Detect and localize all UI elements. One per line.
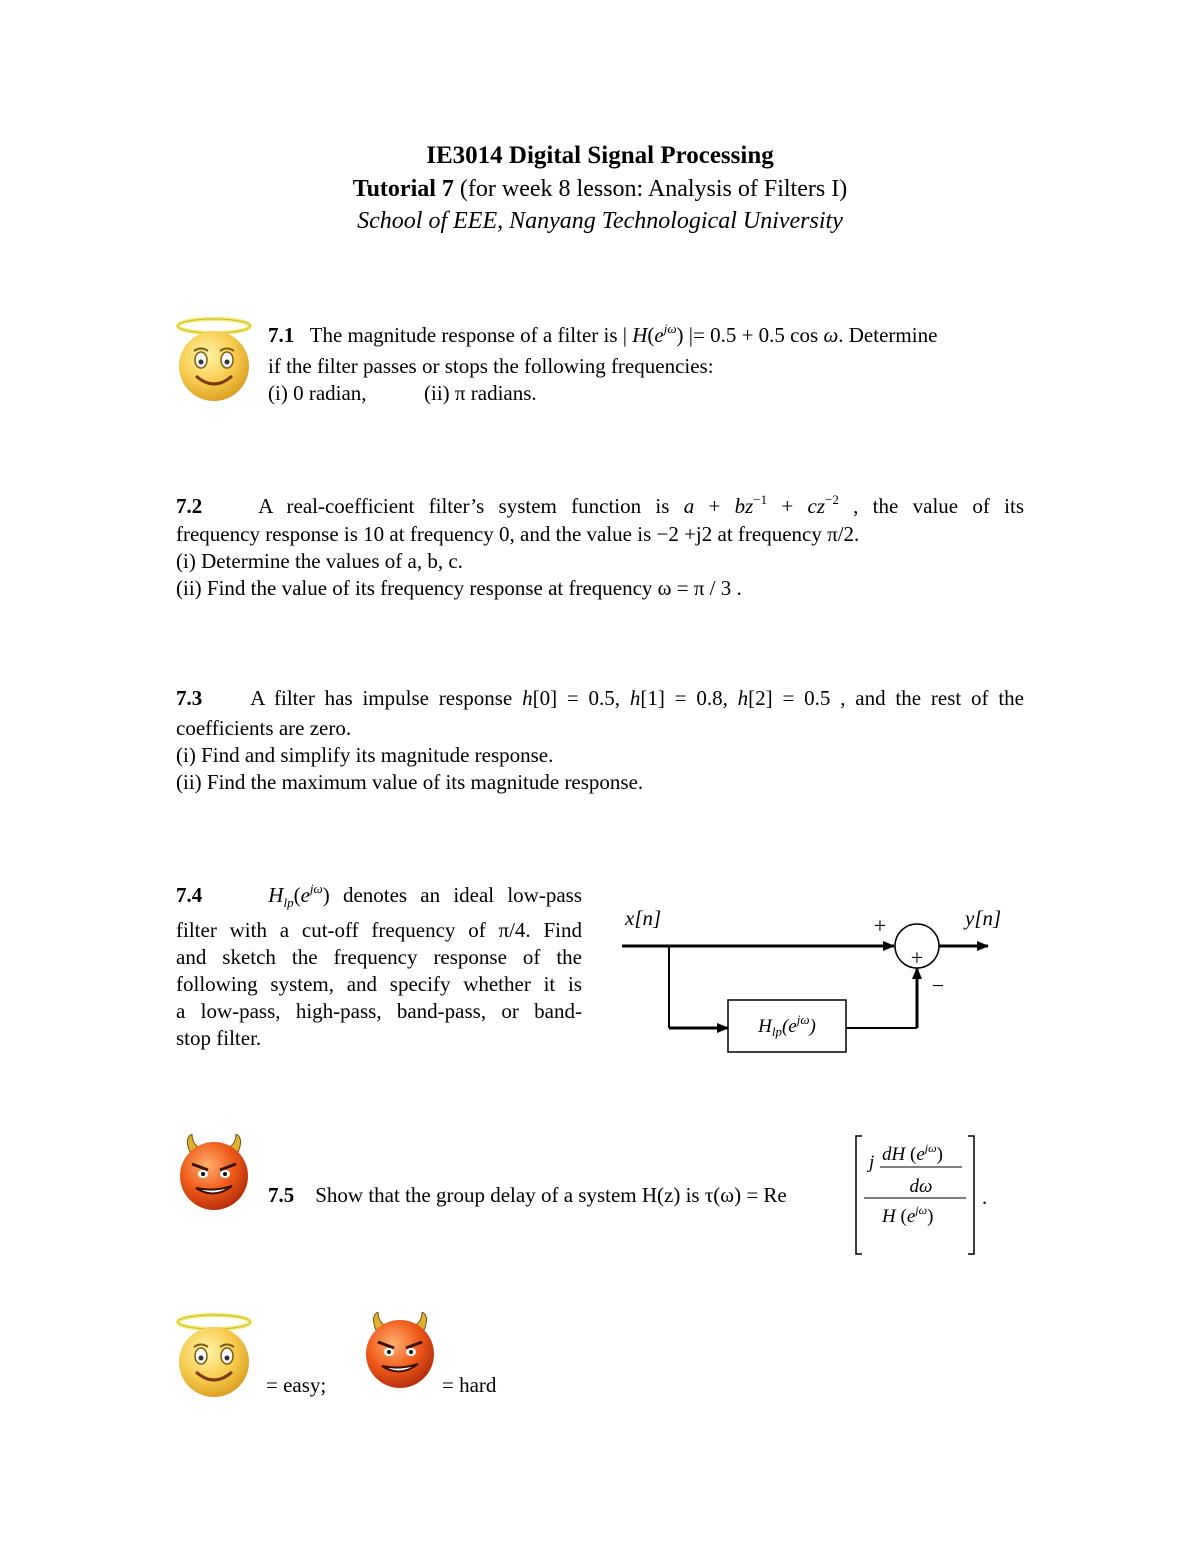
- school-name: School of EEE, Nanyang Technological University: [357, 208, 843, 234]
- question-7-1-line1: [268, 322, 1024, 349]
- question-7-4-line5: a low-pass, high-pass, band-pass, or band-: [176, 999, 582, 1023]
- question-7-1-text-end: . Determine: [838, 323, 938, 347]
- question-7-2-formula: $a + bz^{-1} + cz^{-2}$: [683, 492, 839, 518]
- question-7-4-number: 7.4: [176, 883, 203, 907]
- question-7-5-text: Show that the group delay of a system H(z) is τ(ω) = Re: [315, 1183, 787, 1207]
- question-7-1-text: The magnitude response of a filter is: [309, 323, 618, 347]
- question-7-4-line2: filter with a cut-off frequency of π/4. Find: [176, 918, 582, 942]
- legend-easy-label: = easy;: [266, 1373, 327, 1397]
- question-7-1-number: 7.1: [268, 323, 295, 347]
- diagram-plus-sign: +: [873, 913, 887, 938]
- tutorial-subtitle: [0, 176, 1200, 203]
- formula-trailing-period: .: [982, 1185, 988, 1209]
- diagram-minus-sign: −: [931, 973, 945, 998]
- question-7-4-line1: [176, 882, 582, 909]
- diagram-block-label: $H_{lp}(e^{j\omega})$: [758, 1012, 816, 1039]
- block-diagram: [610, 895, 1020, 1065]
- legend-devil-icon: [362, 1312, 438, 1390]
- question-7-3-text: A filter has impulse response: [250, 686, 513, 710]
- formula-j: j: [869, 1152, 875, 1173]
- question-7-2-line2: frequency response is 10 at frequency 0, and the value is −2 +j2 at frequency π/2.: [176, 522, 860, 546]
- question-7-3-line1: [176, 685, 1024, 712]
- question-7-1-formula: | $H(e^{j\omega})$ |= 0.5 + 0.5 cos ω: [622, 321, 839, 347]
- diagram-adder-symbol: +: [910, 945, 924, 970]
- question-7-3-formula: h[0] = 0.5, h[1] = 0.8, h[2] = 0.5: [522, 686, 831, 710]
- formula-right-bracket: [968, 1136, 974, 1254]
- tutorial-topic: (for week 8 lesson: Analysis of Filters I): [453, 176, 848, 202]
- question-7-5-number: 7.5: [268, 1183, 295, 1207]
- question-7-3-number: 7.3: [176, 686, 203, 710]
- question-7-4-symbol: $H_{lp}(e^{j\omega})$: [268, 881, 330, 910]
- question-7-2-text-end: , the value of its: [853, 494, 1024, 518]
- legend-hard-label: = hard: [442, 1373, 497, 1397]
- formula-denominator: H $(e^{j\omega})$: [882, 1203, 934, 1227]
- devil-hard-icon: [176, 1134, 252, 1212]
- question-7-3-text-end: , and the rest of the: [840, 686, 1025, 710]
- question-7-4-text: denotes an ideal low-pass: [342, 883, 583, 907]
- formula-domega: dω: [909, 1176, 933, 1197]
- question-7-1-line2: if the filter passes or stops the following frequencies:: [268, 354, 714, 378]
- legend-angel-icon: [172, 1312, 256, 1400]
- document-title: IE3014 Digital Signal Processing: [426, 142, 774, 169]
- question-7-2-line1: [176, 493, 1024, 520]
- question-7-3-part-i: (i) Find and simplify its magnitude response.: [176, 743, 554, 767]
- question-7-5-line: [268, 1182, 787, 1209]
- diagram-input-label: x[n]: [625, 906, 662, 930]
- formula-dH: dH $(e^{j\omega})$: [882, 1141, 943, 1165]
- question-7-2-number: 7.2: [176, 494, 203, 518]
- question-7-1-option-ii: (ii) π radians.: [424, 381, 537, 405]
- formula-left-bracket: [856, 1136, 862, 1254]
- question-7-4-line3: and sketch the frequency response of the: [176, 945, 582, 969]
- question-7-3-line2: coefficients are zero.: [176, 716, 352, 740]
- angel-easy-icon: [172, 316, 256, 404]
- question-7-1-option-i: (i) 0 radian,: [268, 381, 367, 405]
- tutorial-number: Tutorial 7: [352, 176, 454, 202]
- question-7-2-text: A real-coefficient filter’s system function is: [258, 494, 670, 518]
- group-delay-formula: [848, 1130, 998, 1260]
- question-7-4-line6: stop filter.: [176, 1026, 262, 1050]
- question-7-4-line4: following system, and specify whether it is: [176, 972, 582, 996]
- question-7-2-part-ii: (ii) Find the value of its frequency response at frequency ω = π / 3 .: [176, 576, 742, 600]
- diagram-output-label: y[n]: [965, 906, 1002, 930]
- question-7-2-part-i: (i) Determine the values of a, b, c.: [176, 549, 463, 573]
- question-7-3-part-ii: (ii) Find the maximum value of its magnitude response.: [176, 770, 644, 794]
